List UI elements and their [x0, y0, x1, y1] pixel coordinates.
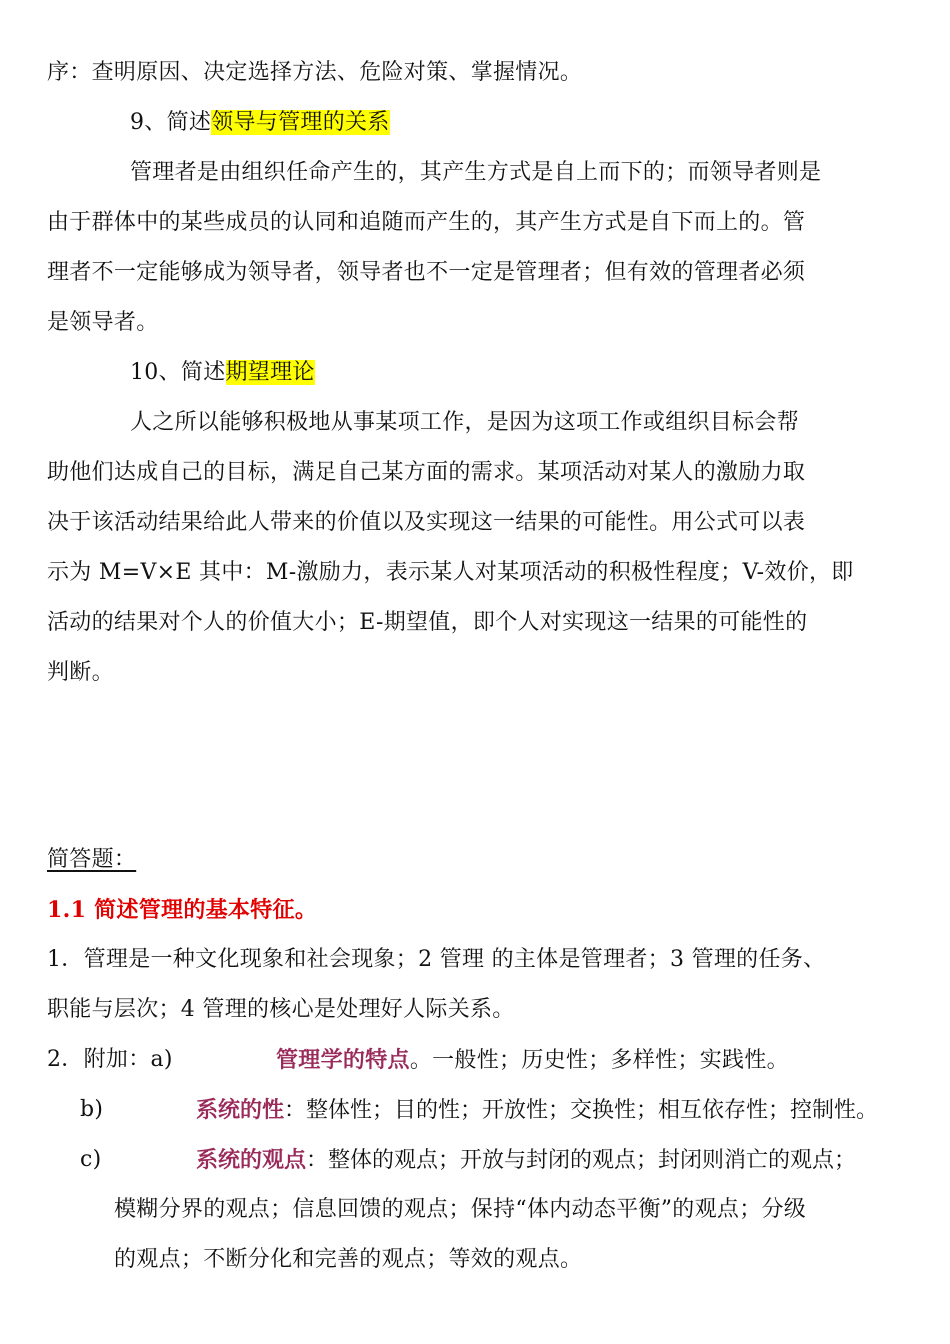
q9-line-3: 理者不一定能够成为领导者，领导者也不一定是管理者；但有效的管理者必须 [47, 260, 806, 285]
q10-line-5: 活动的结果对个人的价值大小；E-期望值，即个人对实现这一结果的可能性的 [47, 610, 808, 635]
q11-line-1: 1．管理是一种文化现象和社会现象；2 管理 的主体是管理者；3 管理的任务、 [47, 947, 826, 972]
section-heading: 简答题： [47, 847, 137, 872]
q9-heading [130, 108, 390, 138]
q10-prefix: 10、简述 [130, 360, 226, 385]
q10-line-2: 助他们达成自己的目标，满足自己某方面的需求。某项活动对某人的激励力取 [47, 460, 806, 485]
q10-heading [130, 358, 315, 388]
prev-answer-tail: 序：查明原因、决定选择方法、危险对策、掌握情况。 [47, 60, 583, 85]
q10-line-3: 决于该活动结果给此人带来的价值以及实现这一结果的可能性。用公式可以表 [47, 510, 806, 535]
q9-line-4: 是领导者。 [47, 310, 159, 335]
addition-b-content [196, 1095, 878, 1126]
q10-title-highlight: 期望理论 [225, 360, 315, 385]
addition-c-title: 系统的观点 [196, 1147, 307, 1173]
addition-c-line-2: 模糊分界的观点；信息回馈的观点；保持“体内动态平衡”的观点；分级 [114, 1197, 807, 1222]
addition-c-label: c) [80, 1147, 102, 1172]
q9-line-1: 管理者是由组织任命产生的，其产生方式是自上而下的；而领导者则是 [130, 160, 822, 185]
addition-b-label: b) [80, 1097, 104, 1122]
addition-a-label: 2．附加：a) [47, 1047, 173, 1072]
q11-line-2: 职能与层次；4 管理的核心是处理好人际关系。 [47, 997, 515, 1022]
q9-prefix: 9、简述 [130, 110, 212, 135]
q10-line-4: 示为 M=V×E 其中：M-激励力，表示某人对某项活动的积极性程度；V-效价，即 [47, 560, 854, 585]
addition-a-content [276, 1045, 789, 1076]
addition-c-line-3: 的观点；不断分化和完善的观点；等效的观点。 [114, 1247, 583, 1272]
addition-c-content [196, 1145, 856, 1176]
addition-a-text: 。一般性；历史性；多样性；实践性。 [409, 1048, 789, 1073]
addition-c-text: ：整体的观点；开放与封闭的观点；封闭则消亡的观点； [306, 1148, 857, 1173]
q10-line-1: 人之所以能够积极地从事某项工作，是因为这项工作或组织目标会帮 [130, 410, 800, 435]
addition-a-title: 管理学的特点 [276, 1047, 410, 1073]
q10-line-6: 判断。 [47, 660, 114, 685]
q9-line-2: 由于群体中的某些成员的认同和追随而产生的，其产生方式是自下而上的。管 [47, 210, 806, 235]
addition-b-text: ：整体性；目的性；开放性；交换性；相互依存性；控制性。 [284, 1098, 879, 1123]
q11-title: 1.1 简述管理的基本特征。 [47, 897, 318, 923]
q9-title-highlight: 领导与管理的关系 [211, 110, 390, 135]
addition-b-title: 系统的性 [196, 1097, 285, 1123]
